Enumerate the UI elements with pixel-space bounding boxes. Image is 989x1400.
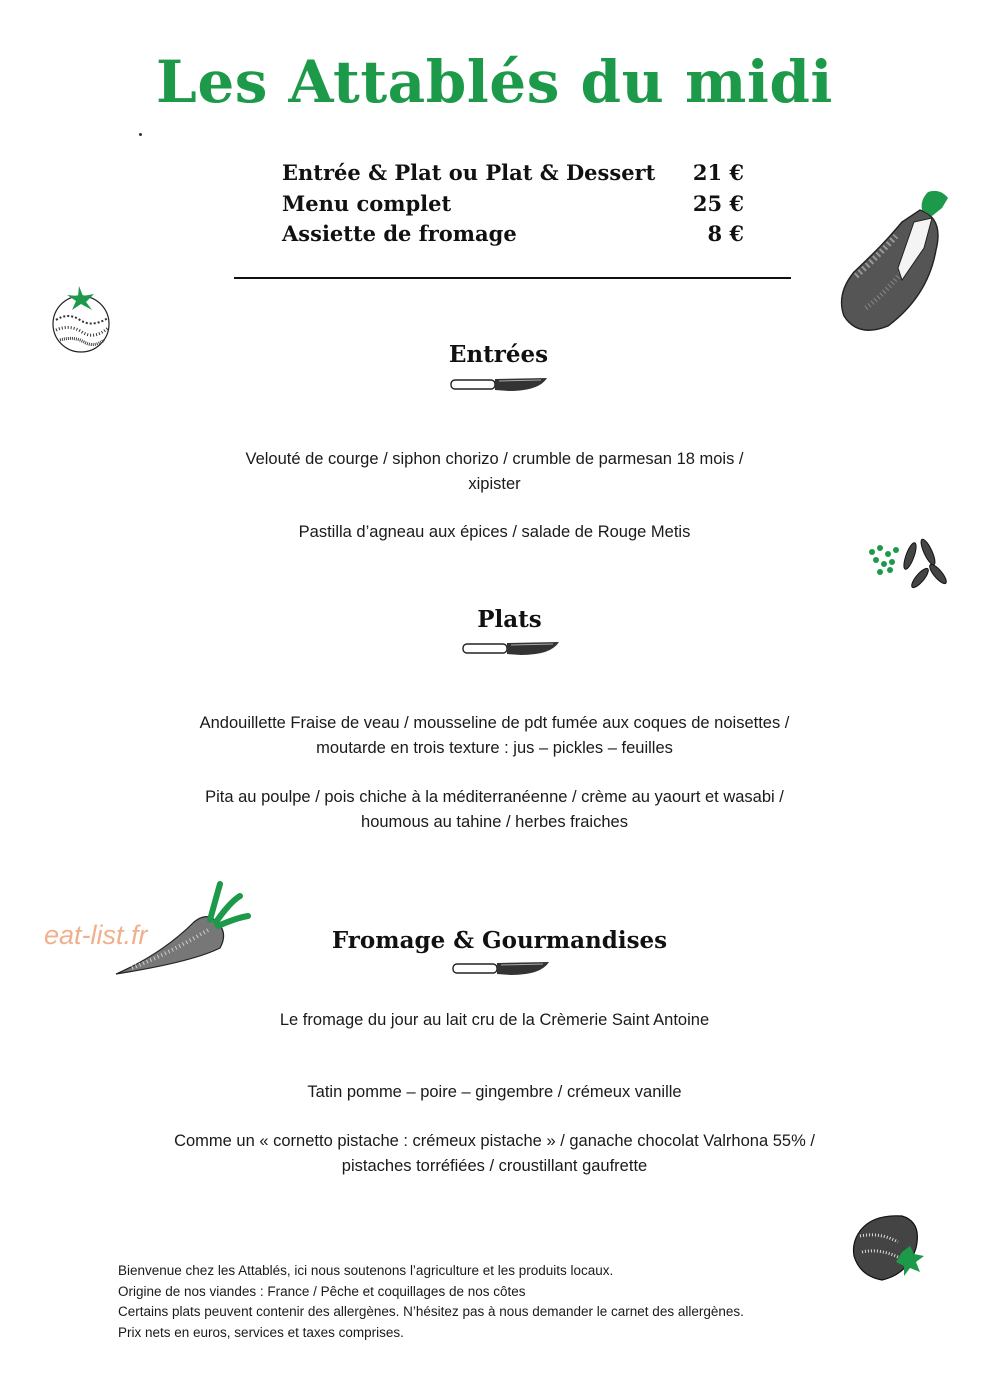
stray-dot — [139, 133, 142, 136]
item-line: xipister — [468, 475, 521, 493]
price-row — [282, 191, 744, 221]
price-value: 21 € — [692, 160, 744, 185]
footer-notes — [118, 1261, 878, 1343]
carrot-icon — [112, 878, 252, 978]
menu-item — [100, 711, 889, 761]
footer-line: Bienvenue chez les Attablés, ici nous soutenons l’agriculture et les produits locaux. — [118, 1263, 614, 1278]
pepper-icon — [850, 1212, 930, 1284]
section-title-fromage: Fromage & Gourmandises — [331, 927, 668, 954]
menu-item — [100, 1129, 889, 1179]
footer-line: Certains plats peuvent contenir des allergènes. N’hésitez pas à nous demander le carnet des allergènes. — [118, 1304, 744, 1319]
menu-item — [100, 785, 889, 835]
item-line: Le fromage du jour au lait cru de la Crèmerie Saint Antoine — [279, 1011, 710, 1029]
price-label: Menu complet — [282, 191, 452, 216]
footer-line: Prix nets en euros, services et taxes comprises. — [118, 1324, 404, 1340]
knife-icon — [461, 639, 561, 659]
knife-icon — [449, 375, 549, 395]
item-line: pistaches torréfiées / croustillant gaufrette — [341, 1157, 648, 1175]
price-label: Assiette de fromage — [282, 221, 517, 246]
menu-item — [100, 447, 889, 497]
item-line: Andouillette Fraise de veau / mousseline de pdt fumée aux coques de noisettes / — [199, 714, 790, 732]
section-title-plats: Plats — [477, 606, 542, 633]
item-line: houmous au tahine / herbes fraiches — [361, 813, 628, 831]
divider — [234, 277, 791, 279]
menu-title: Les Attablés du midi — [156, 48, 833, 116]
footer-line: Origine de nos viandes : France / Pêche et coquillages de nos côtes — [118, 1283, 526, 1299]
item-line: Tatin pomme – poire – gingembre / crémeux vanille — [307, 1083, 682, 1101]
menu-item — [100, 520, 889, 545]
price-row — [282, 160, 744, 191]
watermark: eat-list.fr — [44, 920, 148, 950]
item-line: Pastilla d’agneau aux épices / salade de Rouge Metis — [298, 523, 691, 541]
item-line: Velouté de courge / siphon chorizo / crumble de parmesan 18 mois / — [245, 450, 744, 468]
price-value: 8 € — [707, 221, 744, 246]
price-row — [282, 221, 744, 252]
item-line: moutarde en trois texture : jus – pickles – feuilles — [316, 739, 673, 757]
peas-icon — [866, 534, 952, 594]
menu-item — [100, 1080, 889, 1105]
item-line: Comme un « cornetto pistache : crémeux pistache » / ganache chocolat Valrhona 55% / — [174, 1132, 815, 1150]
price-list — [282, 160, 744, 252]
tomato-icon — [50, 284, 114, 354]
menu-item — [100, 1008, 889, 1033]
price-value: 25 € — [692, 191, 744, 216]
eggplant-icon — [836, 188, 952, 336]
knife-icon — [451, 959, 551, 979]
section-title-entrees: Entrées — [448, 341, 549, 368]
price-label: Entrée & Plat ou Plat & Dessert — [282, 160, 656, 185]
item-line: Pita au poulpe / pois chiche à la méditerranéenne / crème au yaourt et wasabi / — [205, 788, 784, 806]
